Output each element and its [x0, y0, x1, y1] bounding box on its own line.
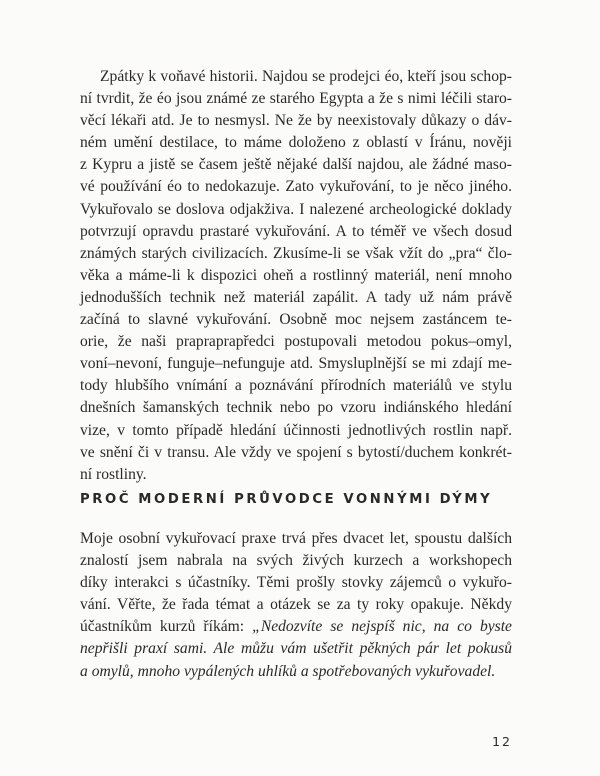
text-line: ném umění destilace, to máme doloženo z oblastí v Íránu, nověji [80, 134, 512, 152]
paragraph-history [80, 66, 512, 486]
text-line: nepřišli praxí sami. Ale můžu vám ušetřit pěkných pár let pokusů [80, 640, 512, 658]
text-line: ní tvrdit, že éo jsou známé ze starého Egypta a že s nimi léčili staro- [80, 90, 512, 108]
text-line: vé používání éo to nedokazuje. Zato vykuřování, to je něco jiného. [80, 178, 512, 196]
section-heading: PROČ MODERNÍ PRŮVODCE VONNÝMI DÝMY [80, 492, 493, 507]
text-line: dnešních šamanských technik nebo po vzoru indiánského hledání [80, 399, 512, 417]
text-line: vize, v tomto případě hledání účinnosti jednotlivých rostlin např. [80, 421, 512, 439]
text-line: voní–nevoní, funguje–nefunguje atd. Smysluplnější se mi zdají me- [80, 355, 512, 373]
text-line: Moje osobní vykuřovací praxe trvá přes dvacet let, spoustu dalších [80, 530, 512, 547]
text-line: a omylů, mnoho vypálených uhlíků a spotřebovaných vykuřovadel. [80, 662, 496, 680]
paragraph-practice [80, 528, 512, 683]
text-line: ve snění či v transu. Ale vždy ve spojení s bytostí/duchem konkrét- [80, 443, 512, 461]
text-line: Vykuřovalo se doslova odjakživa. I nalezené archeologické doklady [80, 200, 512, 218]
text-line: věcí lékaři atd. Je to nesmysl. Ne že by neexistovaly důkazy o dáv- [80, 112, 512, 130]
text-line: potvrzují opravdu prastaré vykuřování. A to téměř ve všech dosud [80, 222, 512, 240]
text-line: věka a máme-li k dispozici oheň a rostlinný materiál, není mnoho [80, 266, 512, 284]
text-line: orie, že naši prapraprapředci postupovali metodou pokus–omyl, [80, 333, 512, 351]
text-line: jednodušších technik než materiál zapálit. A tady už nám právě [80, 288, 512, 306]
text-line: Zpátky k voňavé historii. Najdou se prodejci éo, kteří jsou schop- [100, 68, 512, 85]
text-line: známých starých civilizacích. Zkusíme-li se však vžít do „pra“ člo- [80, 244, 512, 262]
page-number: 12 [492, 734, 512, 749]
text-line: vání. Věřte, že řada témat a otázek se za ty roky opakuje. Někdy [80, 596, 512, 614]
text-line: díky interakci s účastníky. Těmi prošly stovky zájemců o vykuřo- [80, 574, 512, 592]
quote-lead-in: účastníkům kurzů říkám: [80, 618, 253, 636]
text-line: znalostí jsem nabrala na svých živých kurzech a workshopech [80, 552, 512, 570]
text-line: ní rostliny. [80, 465, 147, 483]
text-line: tody hlubšího vnímání a poznávání přírodních materiálů ve stylu [80, 377, 512, 395]
text-line: začíná to slavné vykuřování. Osobně moc nejsem zastáncem te- [80, 311, 512, 329]
text-line: z Kypru a jistě se časem ještě nějaké další najdou, ale žádné maso- [80, 156, 512, 174]
quote-start: „Nedozvíte se nejspíš nic, na co byste [252, 618, 512, 636]
text-line-with-quote [80, 616, 512, 638]
